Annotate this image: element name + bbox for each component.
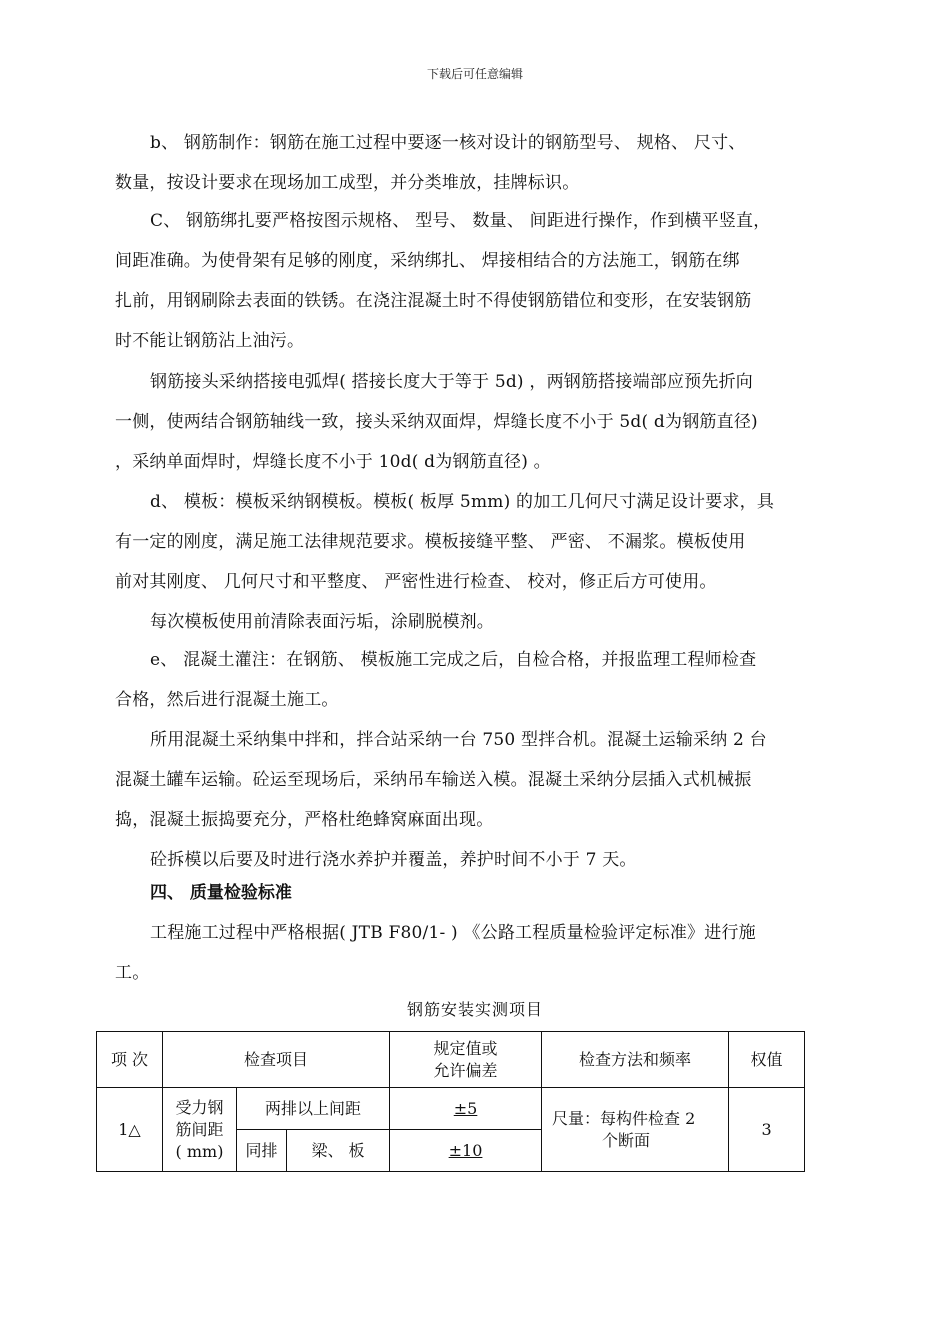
- section-line: 工。: [115, 963, 150, 983]
- cell-sub1-value: [390, 1088, 542, 1130]
- cell-sub2-a: 同排: [237, 1130, 287, 1172]
- body-line: 一侧，使两结合钢筋轴线一致，接头采纳双面焊，焊缝长度不小于 5d( d为钢筋直径): [115, 412, 758, 432]
- body-line: 间距准确。为使骨架有足够的刚度，采纳绑扎、 焊接相结合的方法施工，钢筋在绑: [115, 251, 740, 271]
- body-line: e、 混凝土灌注：在钢筋、 模板施工完成之后，自检合格，并报监理工程师检查: [150, 650, 757, 670]
- cell-method-l1: 尺量：每构件检查 2: [552, 1108, 696, 1128]
- body-line: 前对其刚度、 几何尺寸和平整度、 严密性进行检查、 校对，修正后方可使用。: [115, 572, 717, 592]
- body-line: 砼拆模以后要及时进行浇水养护并覆盖，养护时间不小于 7 天。: [150, 850, 637, 870]
- cell-group-l2: 筋间距: [175, 1119, 224, 1139]
- table-header-row: [97, 1032, 805, 1088]
- body-line: 数量，按设计要求在现场加工成型，并分类堆放，挂牌标识。: [115, 173, 580, 193]
- header-tolerance: [390, 1032, 542, 1088]
- body-line: b、 钢筋制作：钢筋在施工过程中要逐一核对设计的钢筋型号、 规格、 尺寸、: [150, 133, 746, 153]
- cell-sub1: 两排以上间距: [237, 1088, 390, 1130]
- page-header-note: 下载后可任意编辑: [426, 67, 523, 81]
- body-line: 捣，混凝土振捣要充分，严格杜绝蜂窝麻面出现。: [115, 810, 494, 830]
- body-line: d、 模板：模板采纳钢模板。模板( 板厚 5mm) 的加工几何尺寸满足设计要求，具: [150, 492, 775, 512]
- cell-method-l2: 个断面: [602, 1130, 651, 1150]
- section-heading: 四、 质量检验标准: [150, 883, 292, 903]
- cell-group: [163, 1088, 237, 1172]
- header-weight: 权值: [729, 1032, 805, 1088]
- header-tolerance-l2: 允许偏差: [433, 1060, 498, 1080]
- cell-group-l3: ( mm): [175, 1141, 224, 1161]
- cell-sub2-b: 梁、 板: [287, 1130, 390, 1172]
- cell-sub2-value: [390, 1130, 542, 1172]
- header-method: 检查方法和频率: [542, 1032, 729, 1088]
- header-item: 检查项目: [163, 1032, 390, 1088]
- cell-weight: 3: [729, 1088, 805, 1172]
- body-line: 有一定的刚度，满足施工法律规范要求。模板接缝平整、 严密、 不漏浆。模板使用: [115, 532, 746, 552]
- body-line: 扎前，用钢刷除去表面的铁锈。在浇注混凝土时不得使钢筋错位和变形，在安装钢筋: [115, 291, 752, 311]
- cell-sub2-value-text: ±10: [448, 1140, 483, 1160]
- header-tolerance-l1: 规定值或: [433, 1038, 498, 1058]
- cell-sub1-value-text: ±5: [453, 1098, 478, 1118]
- body-line: 时不能让钢筋沾上油污。: [115, 331, 305, 351]
- cell-method: [542, 1088, 729, 1172]
- section-line: 工程施工过程中严格根据( JTB F80/1- ) 《公路工程质量检验评定标准》进行施: [150, 923, 756, 943]
- cell-no: 1△: [97, 1088, 163, 1172]
- table-caption: 钢筋安装实测项目: [406, 1000, 543, 1019]
- body-line: ，采纳单面焊时，焊缝长度不小于 10d( d为钢筋直径) 。: [115, 452, 551, 472]
- body-line: C、 钢筋绑扎要严格按图示规格、 型号、 数量、 间距进行操作，作到横平竖直，: [150, 211, 771, 231]
- body-line: 合格，然后进行混凝土施工。: [115, 690, 339, 710]
- cell-group-l1: 受力钢: [175, 1097, 224, 1117]
- body-line: 混凝土罐车运输。砼运至现场后，采纳吊车输送入模。混凝土采纳分层插入式机械振: [115, 770, 752, 790]
- body-line: 钢筋接头采纳搭接电弧焊( 搭接长度大于等于 5d) ，两钢筋搭接端部应预先折向: [150, 372, 753, 392]
- table-row: [97, 1088, 805, 1130]
- header-no: 项 次: [97, 1032, 163, 1088]
- body-line: 每次模板使用前清除表面污垢，涂刷脱模剂。: [150, 612, 494, 632]
- body-line: 所用混凝土采纳集中拌和，拌合站采纳一台 750 型拌合机。混凝土运输采纳 2 台: [150, 730, 767, 750]
- spec-table: [96, 1031, 805, 1172]
